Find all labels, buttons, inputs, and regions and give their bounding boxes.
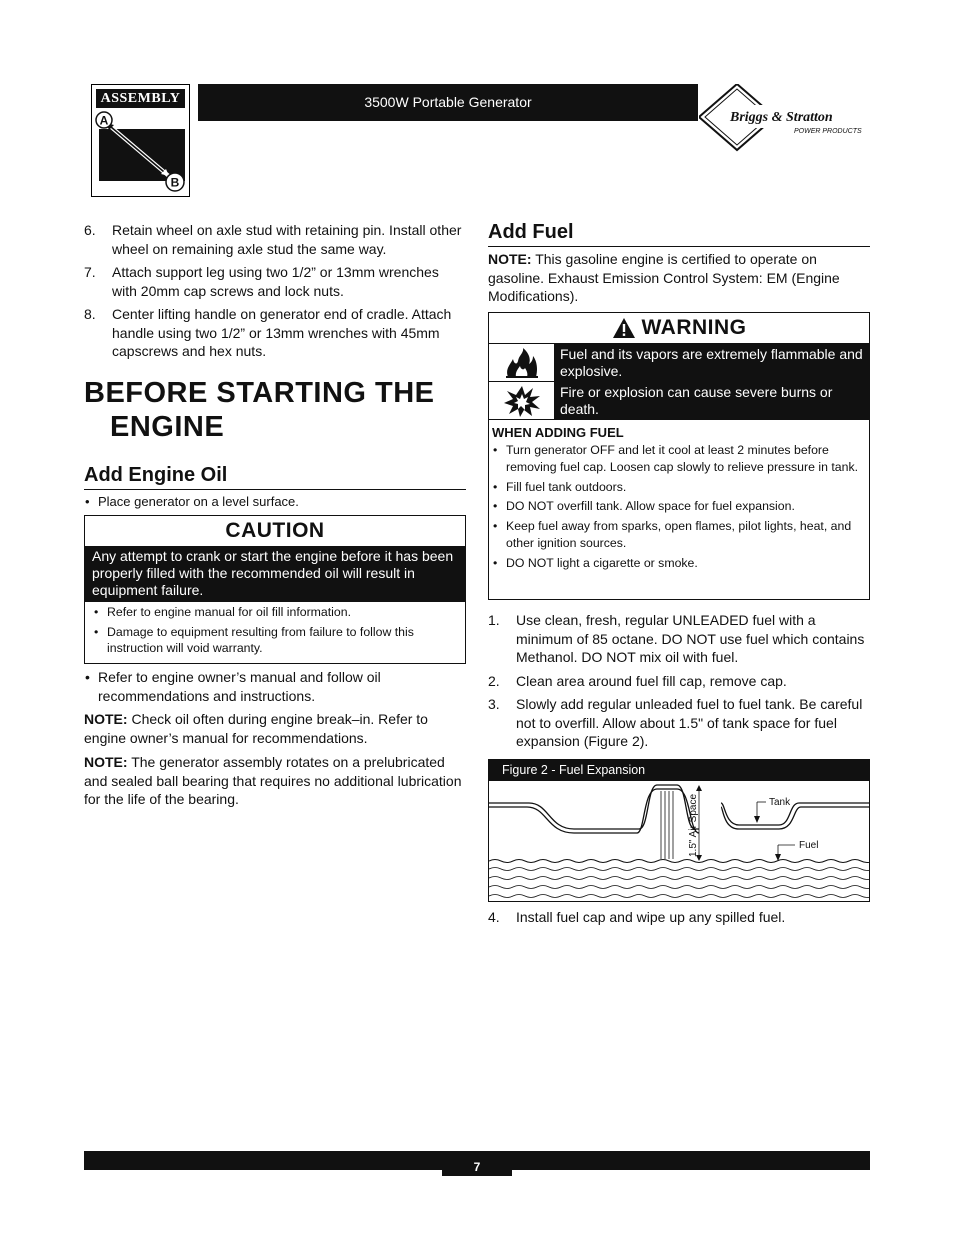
- page-number: 7: [442, 1151, 512, 1176]
- caution-title: CAUTION: [225, 519, 325, 542]
- warning-instructions: [489, 420, 869, 572]
- list-item: • DO NOT light a cigarette or smoke.: [492, 555, 865, 572]
- list-item: • Refer to engine owner’s manual and follow oil recommendations and instructions.: [84, 668, 466, 705]
- tank-label: Tank: [769, 797, 791, 808]
- document-title-bar: [198, 84, 698, 121]
- point-a-label: A: [99, 113, 109, 128]
- oil-bullet-level: [84, 494, 466, 511]
- briggs-stratton-logo: [699, 84, 869, 154]
- list-item: 4. Install fuel cap and wipe up any spilled fuel.: [488, 909, 786, 925]
- fuel-label: Fuel: [799, 840, 819, 851]
- caution-bullets: [85, 602, 465, 657]
- caution-box: [84, 515, 466, 664]
- point-b-label: B: [170, 175, 180, 190]
- warning-row-flammable: [489, 344, 869, 382]
- flame-icon: [489, 344, 555, 382]
- assembly-badge: [91, 84, 190, 197]
- list-item: • Damage to equipment resulting from failure to follow this instruction will void warranty.: [93, 624, 457, 657]
- list-item: 8. Center lifting handle on generator end of cradle. Attach handle using two 1/2” or 13mm wrenches with 45mm capscrews and hex nuts.: [84, 306, 452, 359]
- list-item: • DO NOT overfill tank. Allow space for fuel expansion.: [492, 498, 865, 515]
- air-space-label: 1.5" Air Space: [688, 793, 699, 857]
- add-engine-oil-heading: Add Engine Oil: [84, 463, 466, 490]
- caution-message: Any attempt to crank or start the engine before it has been properly filled with the recommended oil will result in equipment failure.: [85, 546, 465, 602]
- explosion-icon: [489, 382, 555, 420]
- warning-box: [488, 312, 870, 600]
- oil-bullet-owners-manual: [84, 668, 466, 705]
- list-item: • Keep fuel away from sparks, open flames, pilot lights, heat, and other ignition sources.: [492, 518, 865, 552]
- list-item: 3. Slowly add regular unleaded fuel to fuel tank. Be careful not to overfill. Allow about 1.5" of tank space for fuel expansion (Figure 2).: [488, 696, 863, 749]
- list-item: 6. Retain wheel on axle stud with retaining pin. Install other wheel on remaining axle stud the same way.: [84, 222, 462, 257]
- fuel-step-4: [488, 908, 870, 932]
- logo-brand-text: Briggs & Stratton: [730, 110, 833, 125]
- when-adding-fuel-heading: WHEN ADDING FUEL: [492, 425, 624, 440]
- note-gasoline: NOTE: This gasoline engine is certified to operate on gasoline. Exhaust Emission Control System: EM (Engine Modifications).: [488, 251, 840, 304]
- note-oil-check: NOTE: Check oil often during engine break–in. Refer to engine owner’s manual for recommendations.: [84, 711, 428, 746]
- list-item: • Place generator on a level surface.: [84, 494, 466, 511]
- assembly-steps-6-8: [84, 221, 466, 366]
- warning-title: WARNING: [641, 316, 747, 339]
- list-item: 1. Use clean, fresh, regular UNLEADED fuel with a minimum of 85 octane. DO NOT use fuel which contains Methanol. DO NOT mix oil with fuel.: [488, 612, 865, 665]
- figure-title: Figure 2 - Fuel Expansion: [489, 760, 869, 781]
- warning-explosion-text: Fire or explosion can cause severe burns or death.: [555, 382, 869, 420]
- list-item: 7. Attach support leg using two 1/2” or 13mm wrenches with 20mm cap screws and lock nuts.: [84, 264, 439, 299]
- logo-sub-text: POWER PRODUCTS: [794, 128, 862, 135]
- list-item: 2. Clean area around fuel fill cap, remove cap.: [488, 672, 787, 689]
- fuel-tank-diagram: [489, 781, 869, 902]
- warning-row-explosion: [489, 382, 869, 420]
- document-title: 3500W Portable Generator: [364, 94, 532, 110]
- note-bearing: NOTE: The generator assembly rotates on a prelubricated and sealed ball bearing that requires no additional lubrication for the life of the bearing.: [84, 754, 462, 807]
- list-item: • Turn generator OFF and let it cool at least 2 minutes before removing fuel cap. Loosen cap slowly to relieve pressure in tank.: [492, 442, 865, 476]
- warning-flammable-text: Fuel and its vapors are extremely flammable and explosive.: [555, 344, 869, 382]
- add-fuel-heading: Add Fuel: [488, 220, 870, 247]
- warning-triangle-icon: [612, 317, 636, 339]
- assembly-label: ASSEMBLY: [96, 89, 185, 108]
- list-item: • Fill fuel tank outdoors.: [492, 479, 865, 496]
- list-item: • Refer to engine manual for oil fill information.: [93, 604, 457, 621]
- fuel-steps-1-3: [488, 611, 870, 756]
- section-title: BEFORE STARTING THE ENGINE: [84, 377, 435, 443]
- warning-header: [489, 313, 869, 344]
- figure-fuel-expansion: [488, 759, 870, 902]
- assembly-diagram-icon: [92, 111, 189, 196]
